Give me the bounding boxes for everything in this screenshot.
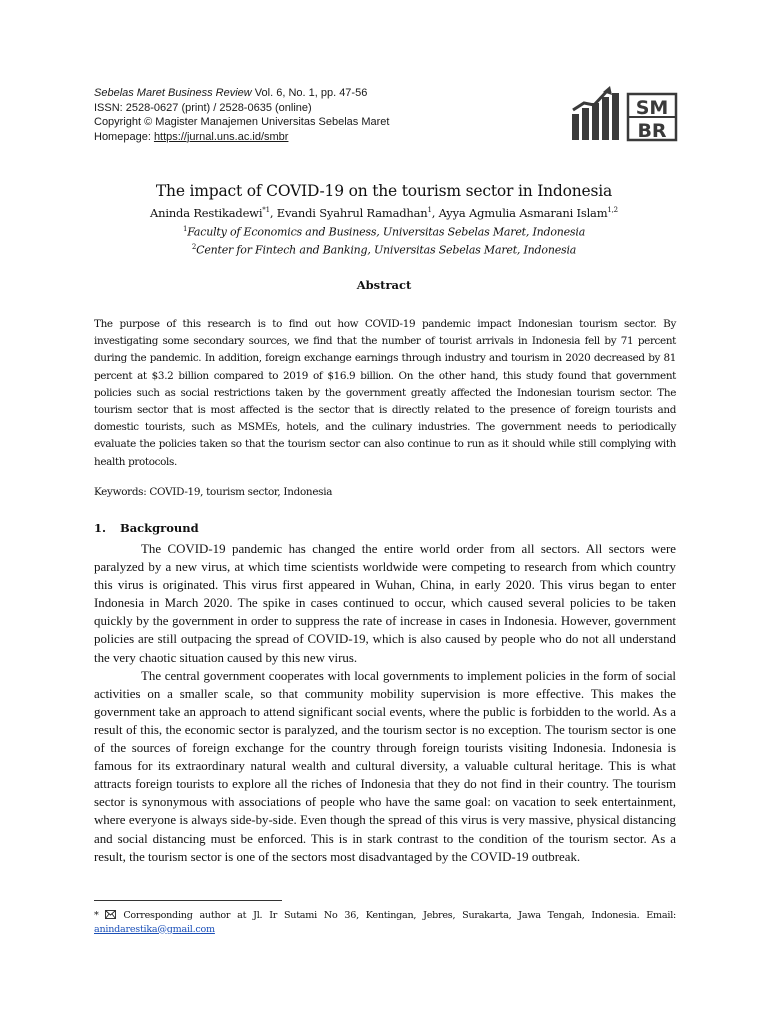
envelope-icon bbox=[105, 910, 116, 919]
logo-bar bbox=[572, 114, 579, 140]
journal-volume: Vol. 6, No. 1, pp. 47-56 bbox=[251, 87, 368, 99]
logo-bar bbox=[582, 108, 589, 140]
author-mark: *1 bbox=[262, 206, 270, 215]
author-mark: 1 bbox=[427, 206, 432, 215]
body-paragraph: The COVID-19 pandemic has changed the entire world order from all sectors. All sectors were paralyzed by a new virus, at which time scientists worldwide were competing to research from which country this virus is originated. This virus first appeared in Wuhan, China, in early 2020. This virus began to enter Indonesia in March 2020. The spike in cases continued to occur, which caused several policies to be taken quickly by the government in order to suppress the rate of increase in cases in Indonesia. However, government policies are still outpacing the spread of COVID-19, which is also caused by people who do not all understand the very chaotic situation caused by this new virus. bbox=[94, 542, 676, 665]
logo-bar bbox=[602, 97, 609, 140]
homepage-link[interactable]: https://jurnal.uns.ac.id/smbr bbox=[153, 130, 289, 143]
homepage-label: Homepage: bbox=[94, 130, 154, 143]
smbr-logo bbox=[570, 84, 678, 142]
author-separator: , bbox=[431, 206, 439, 220]
affiliation-mark: 1 bbox=[182, 225, 188, 233]
corresponding-email-link[interactable]: anindarestika@gmail.com bbox=[94, 923, 215, 935]
affiliation-mark: 2 bbox=[191, 243, 197, 251]
logo-text-top: SM bbox=[635, 97, 669, 119]
footnote bbox=[94, 909, 676, 936]
section-body bbox=[94, 540, 676, 866]
journal-homepage bbox=[94, 130, 389, 145]
keywords: Keywords: COVID-19, tourism sector, Indonesia bbox=[94, 486, 333, 498]
author-name: Evandi Syahrul Ramadhan bbox=[276, 206, 428, 220]
bar-chart-icon bbox=[572, 86, 619, 140]
footnote-rule bbox=[94, 900, 282, 901]
paper-title: The impact of COVID-19 on the tourism sector in Indonesia bbox=[155, 182, 613, 200]
abstract-text: The purpose of this research is to find out how COVID-19 pandemic impact Indonesian tourism sector. By investigating some secondary sources, we find that the number of tourist arrivals in Indonesia fell by 71 percent during the pandemic. In addition, foreign exchange earnings through industry and tourism in 2020 decreased by 81 percent at $3.2 billion compared to 2019 of $16.9 billion. On the other hand, this study found that government policies such as social restrictions taken by the government greatly affected the Indonesian tourism sector. The tourism sector that is most affected is the sector that is directly related to the presence of foreign tourists and domestic tourists, such as MSMEs, hotels, and the culinary industries. The government needs to periodically evaluate the policies taken so that the tourism sector can also continue to run as it should while still complying with health protocols. bbox=[94, 318, 676, 468]
author-mark: 1,2 bbox=[607, 206, 618, 215]
logo-bar bbox=[612, 93, 619, 140]
section-heading bbox=[94, 521, 199, 535]
footnote-text: Corresponding author at Jl. Ir Sutami No 36, Kentingan, Jebres, Surakarta, Jawa Tengah, Indonesia. Email: bbox=[116, 910, 676, 921]
author-list bbox=[0, 206, 768, 220]
journal-copyright: Copyright © Magister Manajemen Universitas Sebelas Maret bbox=[94, 116, 390, 128]
journal-info bbox=[94, 86, 389, 144]
affiliation bbox=[0, 225, 768, 239]
logo-text-bottom: BR bbox=[637, 120, 667, 142]
footnote-mark: * bbox=[94, 910, 99, 921]
abstract-heading: Abstract bbox=[356, 278, 412, 292]
affiliation-text: Center for Fintech and Banking, Universitas Sebelas Maret, Indonesia bbox=[196, 243, 577, 257]
section-number: 1. bbox=[94, 521, 107, 535]
author-name: Aninda Restikadewi bbox=[150, 206, 263, 220]
journal-citation bbox=[94, 86, 389, 101]
journal-issn: ISSN: 2528-0627 (print) / 2528-0635 (online) bbox=[94, 101, 312, 114]
affiliation bbox=[0, 243, 768, 257]
author-name: Ayya Agmulia Asmarani Islam bbox=[438, 206, 608, 220]
section-title: Background bbox=[120, 521, 199, 535]
body-paragraph: The central government cooperates with local governments to implement policies in the form of social activities on a smaller scale, so that community mobility supervision is more effective. This makes the government take an approach to attend significant social events, where the public is forbidden to the world. As a result of this, the economic sector is paralyzed, and the tourism sector is no exception. The tourism sector is one of the sources of foreign exchange for the country through foreign tourists visiting Indonesia. Indonesia is famous for its extraordinary natural wealth and cultural diversity, a valuable cultural heritage. This is what attracts foreign tourists to explore all the riches of Indonesia that they do not find in their country. The tourism sector is synonymous with associations of people who have the same goal: on vacation to seek entertainment, where everyone is always side-by-side. Even though the spread of this virus is very massive, physical distancing and social distancing must be enforced. This is in stark contrast to the condition of the tourism sector. As a result, the tourism sector is one of the sectors most disadvantaged by the COVID-19 outbreak. bbox=[94, 668, 676, 864]
journal-name: Sebelas Maret Business Review bbox=[94, 87, 252, 99]
affiliation-text: Faculty of Economics and Business, Universitas Sebelas Maret, Indonesia bbox=[187, 225, 586, 239]
logo-bar bbox=[592, 103, 599, 140]
author-separator: , bbox=[269, 206, 277, 220]
